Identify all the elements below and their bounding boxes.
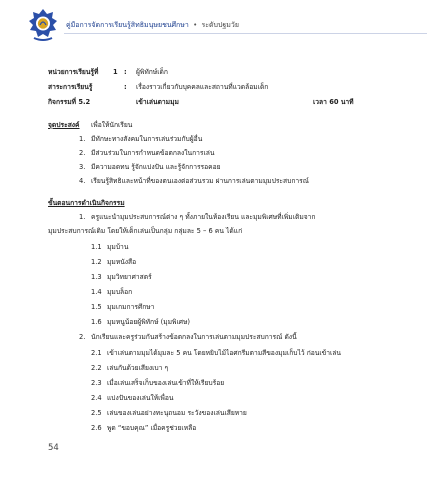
step-text-line1: ครูแนะนำมุมประสบการณ์ต่าง ๆ ทั้งภายในห้องเรียน และมุมพิเศษที่เพิ่มเติมจาก bbox=[91, 213, 316, 221]
substep-number: 2.1 bbox=[91, 349, 102, 357]
activity-value: เข้าเล่นตามมุม bbox=[136, 98, 179, 106]
subject-colon: : bbox=[124, 83, 127, 91]
substep-text: เล่นกันด้วยเสียงเบา ๆ bbox=[107, 364, 169, 372]
objective-text: มีความอดทน รู้จักแบ่งปัน และรู้จักการรอคอย bbox=[91, 163, 221, 171]
emblem-icon bbox=[28, 8, 58, 42]
objective-number: 1. bbox=[79, 135, 86, 143]
substep-number: 2.3 bbox=[91, 379, 102, 387]
substep-text: พูด “ขอบคุณ” เมื่อครูช่วยเหลือ bbox=[107, 424, 197, 432]
substep-number: 1.6 bbox=[91, 318, 102, 326]
step-number: 1. bbox=[79, 213, 86, 221]
objective-number: 4. bbox=[79, 177, 86, 185]
substep-number: 1.3 bbox=[91, 273, 102, 281]
substep-number: 1.1 bbox=[91, 243, 102, 251]
substep-text: มุมบ้าน bbox=[107, 243, 129, 251]
substep-text: แบ่งปันของเล่นให้เพื่อน bbox=[107, 394, 174, 402]
substep-number: 1.4 bbox=[91, 288, 102, 296]
objective-number: 3. bbox=[79, 163, 86, 171]
page-number: 54 bbox=[48, 443, 59, 453]
substep-number: 2.5 bbox=[91, 409, 102, 417]
unit-value: ผู้พิทักษ์เด็ก bbox=[136, 68, 168, 76]
objectives-heading: จุดประสงค์ bbox=[48, 121, 80, 129]
objective-text: มีทักษะทางสังคมในการเล่นร่วมกับผู้อื่น bbox=[91, 135, 203, 143]
substep-text: มุมหนูน้อยผู้พิทักษ์ (มุมพิเศษ) bbox=[107, 318, 191, 326]
activity-time: เวลา 60 นาที bbox=[313, 98, 354, 106]
document-title: คู่มือการจัดการเรียนรู้สิทธิมนุษยชนศึกษา bbox=[66, 21, 189, 29]
substep-number: 2.2 bbox=[91, 364, 102, 372]
substep-number: 1.2 bbox=[91, 258, 102, 266]
procedure-heading: ขั้นตอนการดำเนินกิจกรรม bbox=[48, 199, 125, 207]
substep-number: 2.4 bbox=[91, 394, 102, 402]
step-text-line2: มุมประสบการณ์เดิม โดยให้เด็กเล่นเป็นกลุ่ม กลุ่มละ 5 – 6 คน ได้แก่ bbox=[48, 227, 243, 235]
step-text: นักเรียนและครูร่วมกันสร้างข้อตกลงในการเล่นตามมุมประสบการณ์ ดังนี้ bbox=[91, 333, 297, 341]
header-title-line bbox=[66, 20, 239, 31]
substep-text: เมื่อเล่นเสร็จเก็บของเล่นเข้าที่ให้เรียบร้อย bbox=[107, 379, 225, 387]
objective-number: 2. bbox=[79, 149, 86, 157]
unit-number: 1 bbox=[113, 68, 118, 76]
subject-value: เรื่องราวเกี่ยวกับบุคคลและสถานที่แวดล้อมเด็ก bbox=[136, 83, 269, 91]
substep-number: 1.5 bbox=[91, 303, 102, 311]
objective-text: เรียนรู้สิทธิและหน้าที่ของตนเองต่อส่วนรวม ผ่านการเล่นตามมุมประสบการณ์ bbox=[91, 177, 309, 185]
activity-label: กิจกรรมที่ 5.2 bbox=[48, 98, 91, 106]
substep-text: มุมบล็อก bbox=[107, 288, 133, 296]
substep-text: มุมหนังสือ bbox=[107, 258, 137, 266]
objective-text: มีส่วนร่วมในการกำหนดข้อตกลงในการเล่น bbox=[91, 149, 215, 157]
substep-number: 2.6 bbox=[91, 424, 102, 432]
unit-label: หน่วยการเรียนรู้ที่ bbox=[48, 68, 99, 76]
document-level: ระดับปฐมวัย bbox=[201, 21, 239, 29]
substep-text: เข้าเล่นตามมุมได้มุมละ 5 คน โดยหยิบไม้ไอศกรีมตามสีของมุมเก็บไว้ ก่อนเข้าเล่น bbox=[107, 349, 341, 357]
objectives-intro: เพื่อให้นักเรียน bbox=[91, 121, 133, 129]
unit-colon: : bbox=[124, 68, 127, 76]
header-divider bbox=[64, 33, 427, 34]
substep-text: มุมวิทยาศาสตร์ bbox=[107, 273, 152, 281]
substep-text: เล่นของเล่นอย่างทะนุถนอม ระวังของเล่นเสียหาย bbox=[107, 409, 247, 417]
substep-text: มุมเกมการศึกษา bbox=[107, 303, 155, 311]
header-separator: • bbox=[193, 21, 198, 29]
page-header bbox=[28, 8, 427, 46]
subject-label: สาระการเรียนรู้ bbox=[48, 83, 93, 91]
step-number: 2. bbox=[79, 333, 86, 341]
